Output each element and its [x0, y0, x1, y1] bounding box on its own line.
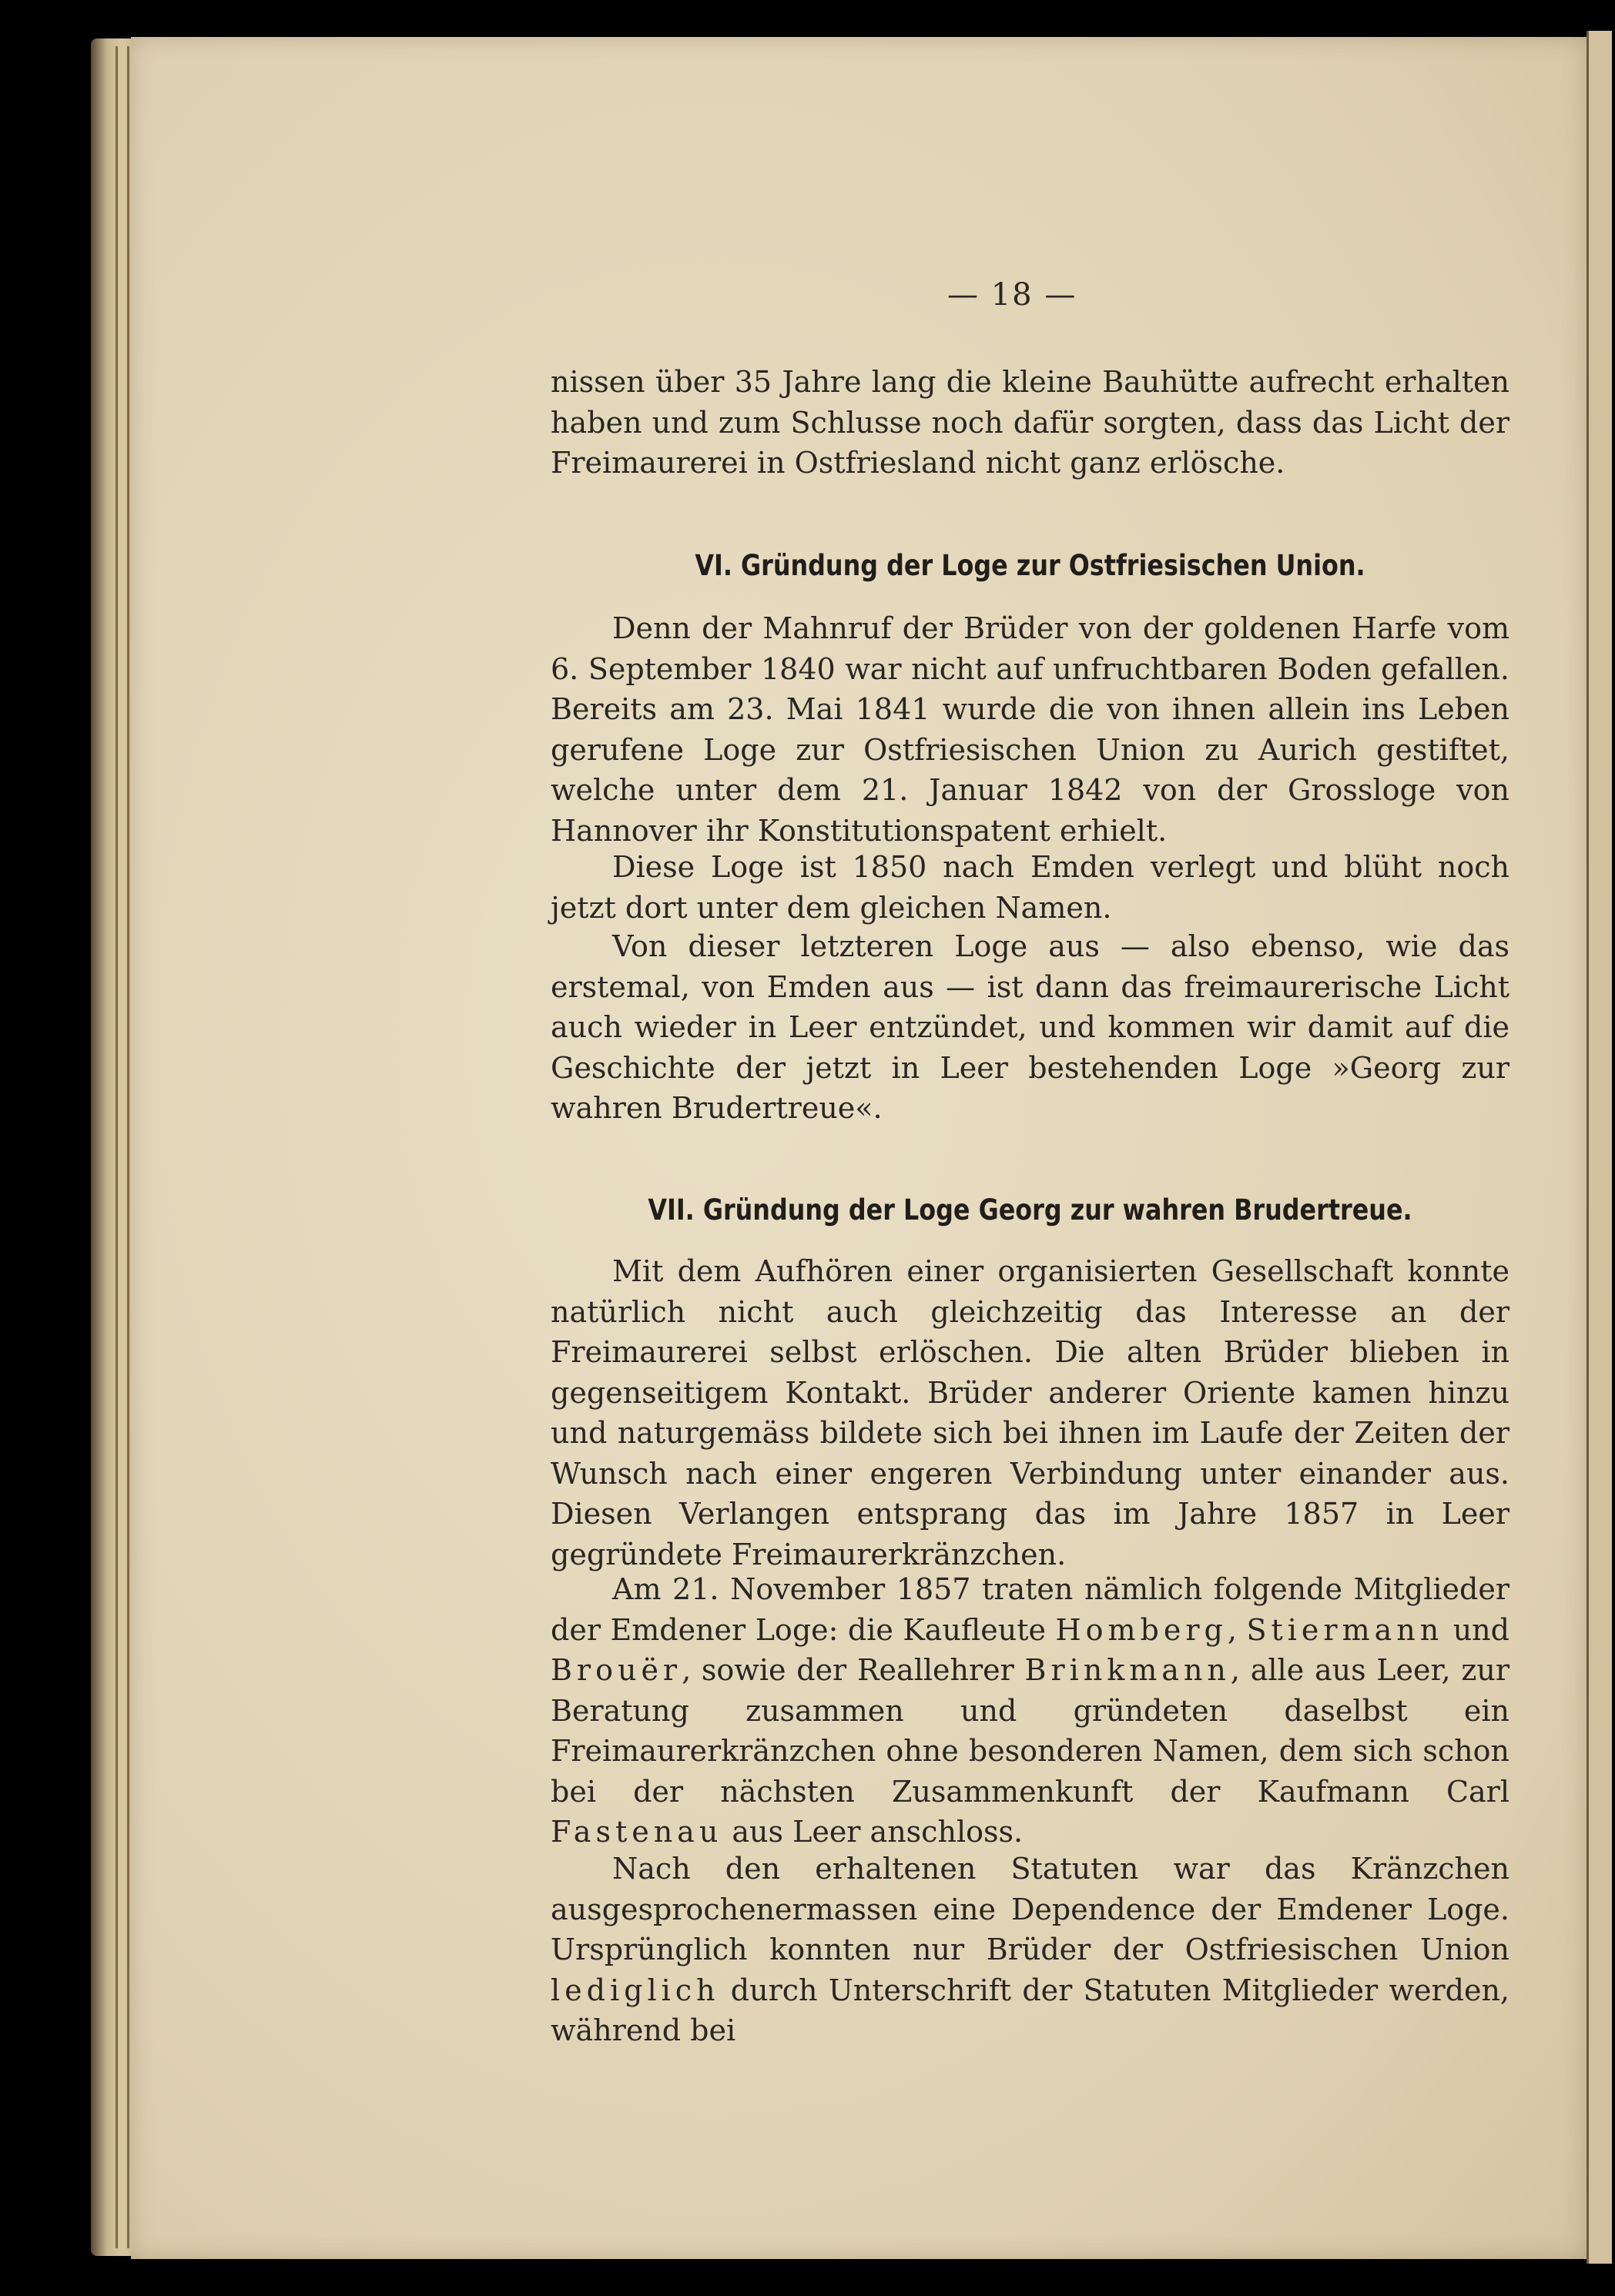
name-spaced: Brouër: [551, 1653, 682, 1687]
text-run: durch Unterschrift der Statuten Mitglieder werden, während bei: [551, 1973, 1509, 2047]
paragraph: Von dieser letzteren Loge aus — also ebenso, wie das erstemal, von Emden aus — ist dann das freimaurerische Licht auch wieder in Leer entzündet, und kommen wir damit auf die Geschichte der jetzt in Leer bestehenden Loge »Georg zur wahren Brudertreue«.: [551, 929, 1509, 1125]
name-spaced: Homberg: [1055, 1612, 1228, 1647]
paragraph: Denn der Mahnruf der Brüder von der goldenen Harfe vom 6. September 1840 war nicht auf unfruchtbaren Boden gefallen. Bereits am 23. Mai 1841 wurde die von ihnen allein ins Leben gerufene Loge zur Ostfriesischen Union zu Aurich gestiftet, welche unter dem 21. Januar 1842 von der Grossloge von Hannover ihr Konstitutionspatent erhielt.: [551, 611, 1509, 848]
paragraph-continuation: nissen über 35 Jahre lang die kleine Bauhütte aufrecht erhalten haben und zum Schlusse noch dafür sorgten, dass das Licht der Freimaurerei in Ostfriesland nicht ganz erlösche.: [551, 365, 1509, 480]
paragraph: [551, 1569, 1509, 1853]
paragraph: [551, 1849, 1509, 2051]
emphasis-spaced: lediglich: [551, 1973, 720, 2007]
text-run: , sowie der Reallehrer: [682, 1653, 1025, 1687]
section-heading-vii: VII. Gründung der Loge Georg zur wahren Brudertreue.: [648, 1193, 1412, 1227]
name-spaced: Brinkmann: [1024, 1653, 1231, 1687]
text-run: aus Leer anschloss.: [722, 1815, 1024, 1849]
text-run: und: [1443, 1612, 1509, 1647]
paragraph: Mit dem Aufhören einer organisierten Gesellschaft konnte natürlich nicht auch gleichzeitig das Interesse an der Freimaurerei selbst erlöschen. Die alten Brüder blieben in gegenseitigem Kontakt. Brüder anderer Oriente kamen hinzu und naturgemäss bildete sich bei ihnen im Laufe der Zeiten der Wunsch nach einer engeren Verbindung unter einander aus. Diesen Verlangen entsprang das im Jahre 1857 in Leer gegründete Freimaurerkränzchen.: [551, 1254, 1509, 1571]
page-number: — 18 —: [947, 277, 1077, 313]
text-run: Nach den erhaltenen Statuten war das Kränzchen ausgesprochenermassen eine Dependence der Emdener Loge. Ursprünglich konnten nur Brüder der Ostfriesischen Union: [551, 1852, 1509, 1966]
section-heading-vi: VI. Gründung der Loge zur Ostfriesischen Union.: [695, 549, 1365, 582]
text-run: , alle aus Leer, zur Beratung zusammen und gründeten daselbst ein Freimaurerkränzchen ohne besonderen Namen, dem sich schon bei der nächsten Zusammenkunft der Kaufmann Carl: [551, 1653, 1509, 1809]
binding-line: [116, 46, 118, 2248]
next-page-edge: [1587, 31, 1612, 2264]
name-spaced: Fastenau: [551, 1815, 723, 1849]
book-page: [131, 37, 1587, 2259]
text-run: ,: [1227, 1612, 1247, 1647]
text-run: Am 21. November 1857 traten nämlich folgende Mitglieder der Emdener Loge: die Kaufleute: [551, 1572, 1509, 1647]
name-spaced: Stiermann: [1246, 1612, 1444, 1647]
binding-line: [127, 46, 129, 2248]
paragraph: Diese Loge ist 1850 nach Emden verlegt und blüht noch jetzt dort unter dem gleichen Namen.: [551, 850, 1509, 925]
